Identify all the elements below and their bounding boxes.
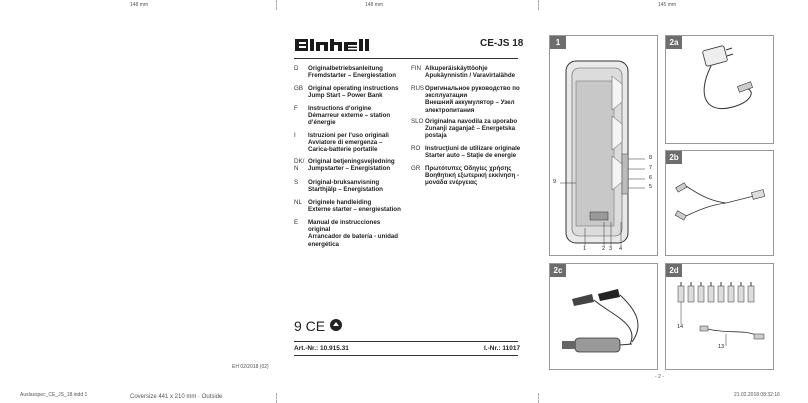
- edition-code: EH 02/2018 (02): [232, 364, 269, 370]
- jumper-cables-drawing: [550, 264, 657, 369]
- lang-subtitle: Apukäynnistin / Varavirtalähde: [425, 72, 516, 80]
- lang-subtitle: Starthjälp – Energistation: [308, 186, 383, 194]
- lang-code: GB: [294, 85, 303, 92]
- lang-code: E: [294, 219, 299, 226]
- callout-6: 6: [649, 175, 653, 181]
- lang-subtitle: Zunanji zaganjač – Energetska postaja: [425, 125, 516, 140]
- lang-title: Originalbetriebsanleitung: [308, 65, 383, 72]
- figure-tag: 2c: [550, 264, 566, 277]
- lang-code: SLO: [411, 118, 424, 125]
- lang-title: Instructions d’origine: [308, 105, 372, 112]
- lang-subtitle: Jump Start – Power Bank: [308, 92, 383, 100]
- lang-code: FIN: [411, 65, 421, 72]
- callout-9: 9: [553, 179, 557, 185]
- callout-4: 4: [619, 246, 623, 252]
- lang-code: RO: [411, 145, 421, 152]
- fold-mark-right-bottom: [538, 393, 539, 403]
- adapter-tips-drawing: [666, 264, 773, 369]
- lang-code: F: [294, 105, 298, 112]
- lang-subtitle: Arrancador de batería - unidad energética: [308, 233, 399, 248]
- footer-rule-bottom: [294, 355, 518, 356]
- lang-subtitle: Démarreur externe – station d’énergie: [308, 112, 391, 127]
- callout-8: 8: [649, 155, 653, 161]
- lang-subtitle: Fremdstarter – Energiestation: [308, 72, 397, 80]
- page-number: - 2 -: [655, 374, 664, 380]
- figure-2b-panel: [665, 150, 774, 256]
- header-rule: [294, 58, 518, 59]
- callout-5: 5: [649, 184, 653, 190]
- lang-code: NL: [294, 199, 302, 206]
- lang-code: S: [294, 179, 299, 186]
- compliance-marks-text: 9 CE: [294, 318, 326, 334]
- lang-subtitle: Avviatore di emergenza – Carica-batterie portatile: [308, 139, 383, 154]
- fold-mark-left-bottom: [276, 393, 277, 403]
- usb-cable-drawing: [666, 151, 773, 255]
- callout-3: 3: [609, 246, 613, 252]
- article-number: Art.-Nr.: 10.915.31: [294, 345, 349, 352]
- einhell-logo: [294, 37, 382, 53]
- callout-1: 1: [583, 246, 587, 252]
- lang-subtitle: Βοηθητική εξωτερική εκκίνηση - μονάδα ενέργειας: [425, 172, 520, 187]
- figure-2c-panel: [549, 263, 658, 370]
- battery-recycle-icon: [329, 318, 343, 332]
- lang-subtitle: Externe starter – energiestation: [308, 206, 401, 214]
- figure-tag: 2d: [666, 264, 682, 277]
- lang-title: Original-bruksanvisning: [308, 179, 380, 186]
- compliance-marks: [294, 318, 343, 334]
- trim-width-right: 145 mm: [658, 2, 677, 8]
- callout-14: 14: [677, 324, 684, 330]
- lang-code: I: [294, 132, 296, 139]
- figure-tag: 2b: [666, 151, 682, 164]
- figure-tag: 1: [550, 36, 566, 49]
- lang-subtitle: Starter auto – Staţie de energie: [425, 152, 517, 160]
- ident-number: I.-Nr.: 11017: [484, 345, 521, 352]
- lang-title: Originalna navodila za uporabo: [425, 118, 518, 125]
- footer-rule-top: [294, 341, 518, 342]
- callout-2: 2: [602, 246, 606, 252]
- lang-code: DK/N: [294, 158, 305, 173]
- lang-title: Original operating instructions: [308, 85, 399, 92]
- print-timestamp: 21.02.2018 08:32:16: [734, 392, 780, 398]
- lang-code: RUS: [411, 85, 425, 92]
- lang-subtitle: Jumpstarter – Energistation: [308, 165, 391, 173]
- figure-1-panel: [549, 35, 658, 256]
- lang-title: Original betjeningsvejledning: [308, 158, 395, 165]
- lang-title: Instrucţiuni de utilizare originale: [425, 145, 521, 152]
- callout-7: 7: [649, 165, 653, 171]
- figure-tag: 2a: [666, 36, 682, 49]
- jump-starter-drawing: [550, 36, 657, 255]
- lang-subtitle: Внешний аккумулятор – Узел электропитания: [425, 99, 515, 114]
- callout-13: 13: [718, 344, 725, 350]
- file-name: Auslasspec_CE_JS_18.indd 1: [20, 392, 88, 398]
- lang-code: D: [294, 65, 299, 72]
- lang-title: Originele handleiding: [308, 199, 372, 206]
- lang-title: Manual de instrucciones original: [308, 219, 381, 234]
- fold-mark-left: [276, 0, 277, 10]
- format-info: Coversize 441 x 210 mm · Outside: [130, 394, 223, 400]
- lang-title: Istruzioni per l’uso originali: [308, 132, 389, 139]
- fold-mark-right: [538, 0, 539, 10]
- lang-title: Πρωτότυπες Οδηγίες χρήσης: [425, 165, 512, 172]
- trim-width-left: 148 mm: [130, 2, 149, 8]
- trim-width-mid: 148 mm: [365, 2, 384, 8]
- charger-adapter-drawing: [666, 36, 773, 143]
- model-title: CE-JS 18: [480, 38, 524, 49]
- lang-title: Alkuperäiskäyttöohje: [425, 65, 488, 72]
- figure-2d-panel: [665, 263, 774, 370]
- lang-code: GR: [411, 165, 421, 172]
- figure-2a-panel: [665, 35, 774, 144]
- lang-title: Оригинальное руководство по эксплуатации: [425, 85, 520, 100]
